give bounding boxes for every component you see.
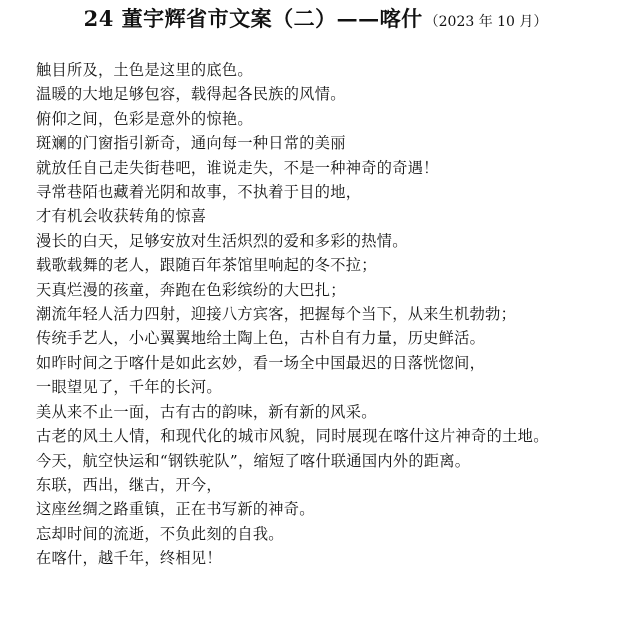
paragraph: 一眼望见了，千年的长河。 [36,378,222,397]
paragraph: 漫长的白天，足够安放对生活炽烈的爱和多彩的热情。 [36,231,408,250]
title-row [0,4,631,37]
paragraph: 忘却时间的流逝，不负此刻的自我。 [36,524,284,543]
paragraph: 天真烂漫的孩童，奔跑在色彩缤纷的大巴扎； [36,280,346,299]
paragraph: 这座丝绸之路重镇，正在书写新的神奇。 [36,500,315,519]
paragraph: 才有机会收获转角的惊喜 [36,207,207,226]
paragraph: 今天，航空快运和“钢铁驼队”，缩短了喀什联通国内外的距离。 [36,451,471,470]
paragraph: 就放任自己走失街巷吧，谁说走失，不是一种神奇的奇遇！ [36,158,439,177]
paragraph: 载歌载舞的老人，跟随百年茶馆里响起的冬不拉； [36,256,377,275]
page-title: 24 董宇辉省市文案（二）——喀什 [83,6,423,31]
paragraph: 触目所及，土色是这里的底色。 [36,61,253,79]
paragraph: 传统手艺人，小心翼翼地给土陶上色，古朴自有力量，历史鲜活。 [36,329,486,348]
paragraph: 寻常巷陌也藏着光阴和故事，不执着于目的地， [36,183,362,202]
body-text [8,58,626,571]
paragraph: 东联，西出，继古，开今， [36,475,222,494]
title-date: （2023 年 10 月） [424,14,548,30]
paragraph: 温暖的大地足够包容，载得起各民族的风情。 [36,85,346,104]
paragraph: 如昨时间之于喀什是如此玄妙，看一场全中国最迟的日落恍惚间， [36,353,486,372]
paragraph: 在喀什，越千年，终相见！ [36,549,222,568]
paragraph: 俯仰之间，色彩是意外的惊艳。 [36,109,253,128]
paragraph: 斑斓的门窗指引新奇，通向每一种日常的美丽 [36,134,346,153]
paragraph: 美从来不止一面，古有古的韵味，新有新的风采。 [36,402,377,421]
paragraph: 潮流年轻人活力四射，迎接八方宾客，把握每个当下，从来生机勃勃； [36,305,517,324]
paragraph: 古老的风土人情，和现代化的城市风貌，同时展现在喀什这片神奇的土地。 [36,427,549,446]
